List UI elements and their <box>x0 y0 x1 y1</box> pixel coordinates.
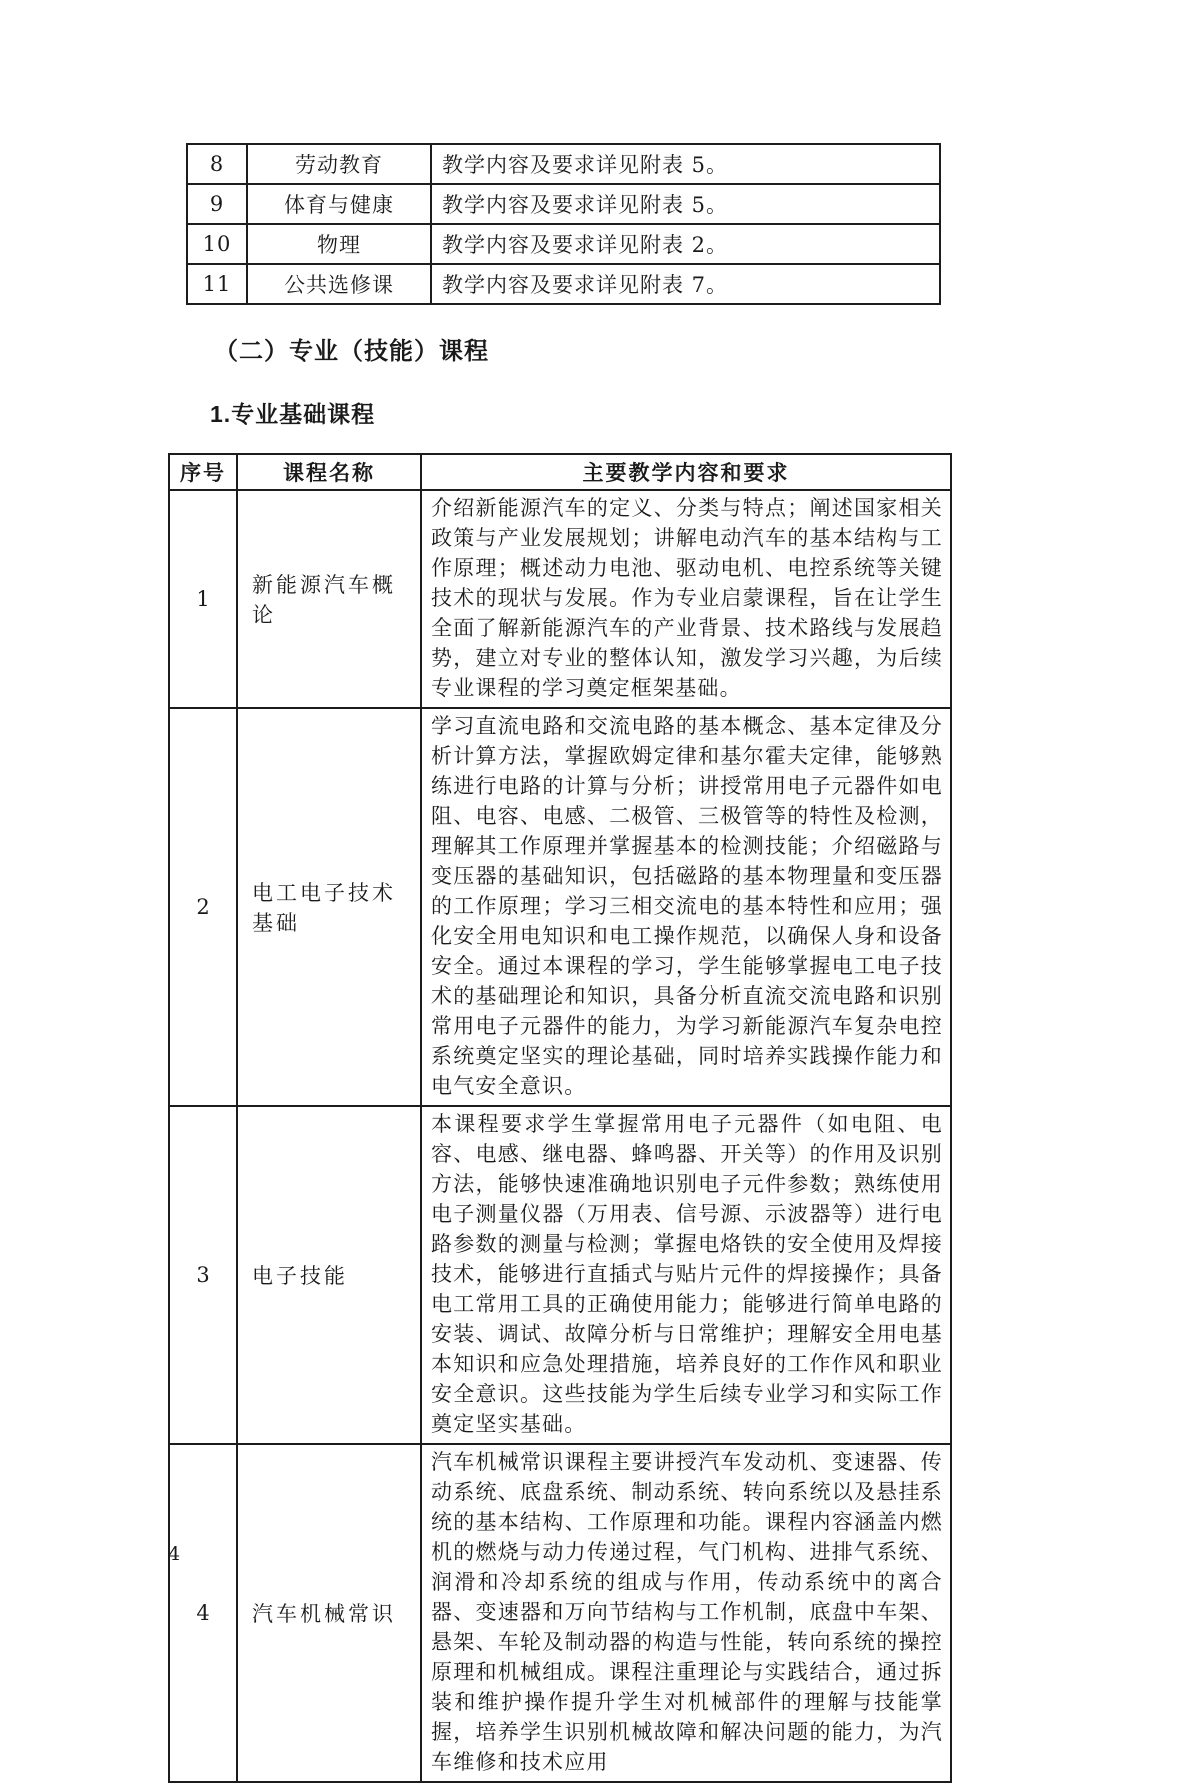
course-name-cell: 体育与健康 <box>247 184 431 224</box>
course-name-cell: 电子技能 <box>237 1106 421 1444</box>
course-name-cell: 劳动教育 <box>247 144 431 184</box>
page-number: 4 <box>168 1543 181 1565</box>
course-name-cell: 汽车机械常识 <box>237 1444 421 1782</box>
table-row <box>169 1444 951 1782</box>
table-row <box>187 264 940 304</box>
course-name-cell: 物理 <box>247 224 431 264</box>
table-row <box>169 708 951 1106</box>
header-主要教学内容和要求: 主要教学内容和要求 <box>421 454 951 490</box>
row-number-cell: 10 <box>187 224 247 264</box>
course-desc-cell: 本课程要求学生掌握常用电子元器件（如电阻、电容、电感、继电器、蜂鸣器、开关等）的作用及识别方法，能够快速准确地识别电子元件参数；熟练使用电子测量仪器（万用表、信号源、示波器等）进行电路参数的测量与检测；掌握电烙铁的安全使用及焊接技术，能够进行直插式与贴片元件的焊接操作；具备电工常用工具的正确使用能力；能够进行简单电路的安装、调试、故障分析与日常维护；理解安全用电基本知识和应急处理措施，培养良好的工作作风和职业安全意识。这些技能为学生后续专业学习和实际工作奠定坚实基础。 <box>421 1106 951 1444</box>
course-desc-cell: 教学内容及要求详见附表 2。 <box>431 224 940 264</box>
general-course-table <box>186 143 941 305</box>
course-desc-cell: 学习直流电路和交流电路的基本概念、基本定律及分析计算方法，掌握欧姆定律和基尔霍夫定律，能够熟练进行电路的计算与分析；讲授常用电子元器件如电阻、电容、电感、二极管、三极管等的特性及检测，理解其工作原理并掌握基本的检测技能；介绍磁路与变压器的基础知识，包括磁路的基本物理量和变压器的工作原理；学习三相交流电的基本特性和应用；强化安全用电知识和电工操作规范，以确保人身和设备安全。通过本课程的学习，学生能够掌握电工电子技术的基础理论和知识，具备分析直流交流电路和识别常用电子元器件的能力，为学习新能源汽车复杂电控系统奠定坚实的理论基础，同时培养实践操作能力和电气安全意识。 <box>421 708 951 1106</box>
course-name-cell: 公共选修课 <box>247 264 431 304</box>
document-page-content <box>168 143 950 1783</box>
course-desc-cell: 教学内容及要求详见附表 5。 <box>431 144 940 184</box>
table-row <box>187 224 940 264</box>
row-number-cell: 9 <box>187 184 247 224</box>
table-row <box>187 184 940 224</box>
course-desc-cell: 介绍新能源汽车的定义、分类与特点；阐述国家相关政策与产业发展规划；讲解电动汽车的基本结构与工作原理；概述动力电池、驱动电机、电控系统等关键技术的现状与发展。作为专业启蒙课程，旨在让学生全面了解新能源汽车的产业背景、技术路线与发展趋势，建立对专业的整体认知，激发学习兴趣，为后续专业课程的学习奠定框架基础。 <box>421 490 951 708</box>
section-heading: （二）专业（技能）课程 <box>214 338 489 365</box>
row-number-cell: 4 <box>169 1444 237 1782</box>
course-name-cell: 电工电子技术基础 <box>237 708 421 1106</box>
row-number-cell: 11 <box>187 264 247 304</box>
table-header-row <box>169 454 951 490</box>
course-desc-cell: 教学内容及要求详见附表 7。 <box>431 264 940 304</box>
course-desc-cell: 汽车机械常识课程主要讲授汽车发动机、变速器、传动系统、底盘系统、制动系统、转向系统以及悬挂系统的基本结构、工作原理和功能。课程内容涵盖内燃机的燃烧与动力传递过程，气门机构、进排气系统、润滑和冷却系统的组成与作用，传动系统中的离合器、变速器和万向节结构与工作机制，底盘中车架、悬架、车轮及制动器的构造与性能，转向系统的操控原理和机械组成。课程注重理论与实践结合，通过拆装和维护操作提升学生对机械部件的理解与技能掌握，培养学生识别机械故障和解决问题的能力，为汽车维修和技术应用 <box>421 1444 951 1782</box>
table-row <box>187 144 940 184</box>
professional-basic-course-table <box>168 453 952 1783</box>
subsection-heading: 1.专业基础课程 <box>210 401 376 427</box>
row-number-cell: 3 <box>169 1106 237 1444</box>
table-row <box>169 1106 951 1444</box>
row-number-cell: 1 <box>169 490 237 708</box>
row-number-cell: 8 <box>187 144 247 184</box>
course-desc-cell: 教学内容及要求详见附表 5。 <box>431 184 940 224</box>
header-课程名称: 课程名称 <box>237 454 421 490</box>
row-number-cell: 2 <box>169 708 237 1106</box>
header-序号: 序号 <box>169 454 237 490</box>
table-row <box>169 490 951 708</box>
course-name-cell: 新能源汽车概论 <box>237 490 421 708</box>
